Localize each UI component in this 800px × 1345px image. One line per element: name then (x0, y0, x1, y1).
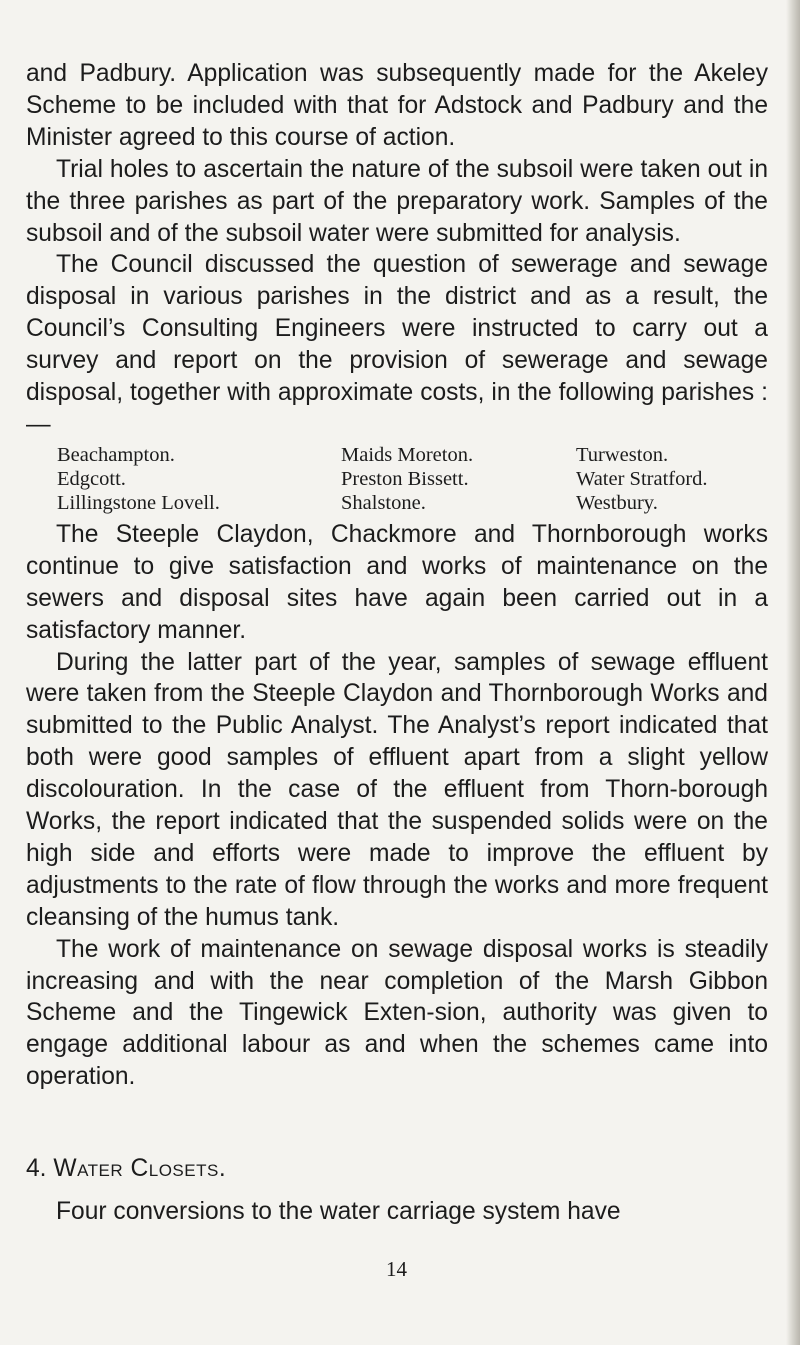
parish-name: Shalstone. (341, 491, 426, 514)
parish-name: Lillingstone Lovell. (57, 491, 220, 514)
section-first-line: Four conversions to the water carriage system have (56, 1198, 621, 1225)
page-number: 14 (386, 1257, 407, 1281)
paragraph-council-survey: The Council discussed the question of sewerage and sewage disposal in various parishes in the district and as a result, the Council’s Consulting Engineers were instructed to carry out a survey and report on the provision of sewerage and sewage disposal, together with approximate costs, in the following parishes :— (26, 251, 768, 438)
parish-list (57, 443, 768, 515)
paragraph-effluent-samples: During the latter part of the year, samples of sewage effluent were taken from the Steeple Claydon and Thornborough Works and submitted to the Public Analyst. The Analyst’s report indicated that both were good samples of effluent apart from a slight yellow discolouration. In the case of the effluent from Thorn-borough Works, the report indicated that the suspended solids were on the high side and efforts were made to improve the effluent by adjustments to the rate of flow through the works and more frequent cleansing of the humus tank. (26, 648, 768, 931)
parish-name: Maids Moreton. (341, 443, 474, 466)
parish-name: Water Stratford. (576, 467, 708, 490)
parish-name: Preston Bissett. (341, 467, 469, 490)
paragraph-works-satisfaction: The Steeple Claydon, Chackmore and Thornborough works continue to give satisfaction and works of maintenance on the sewers and disposal sites have again been carried out in a satisfactory manner. (26, 520, 768, 644)
parish-row (57, 443, 768, 467)
parish-name: Beachampton. (57, 443, 175, 466)
parish-name: Westbury. (576, 491, 658, 514)
paragraph-maintenance: The work of maintenance on sewage disposal works is steadily increasing and with the near completion of the Marsh Gibbon Scheme and the Tingewick Exten-sion, authority was given to engage additional labour as and when the schemes came into operation. (26, 935, 768, 1091)
paragraph-continuation: and Padbury. Application was subsequently made for the Akeley Scheme to be included with that for Adstock and Padbury and the Minister agreed to this course of action. (26, 60, 768, 151)
section-heading (26, 1153, 226, 1185)
parish-row (57, 467, 768, 491)
page-edge-shadow (786, 0, 800, 1345)
parish-row (57, 491, 768, 515)
paragraph-trial-holes: Trial holes to ascertain the nature of the subsoil were taken out in the three parishes as part of the preparatory work. Samples of the subsoil and of the subsoil water were submitted for analysis. (26, 155, 768, 247)
parish-name: Edgcott. (57, 467, 126, 490)
parish-name: Turweston. (576, 443, 669, 466)
body-text (26, 58, 768, 1093)
section-number: 4. (26, 1155, 47, 1182)
section-title: Water Closets. (53, 1155, 227, 1182)
